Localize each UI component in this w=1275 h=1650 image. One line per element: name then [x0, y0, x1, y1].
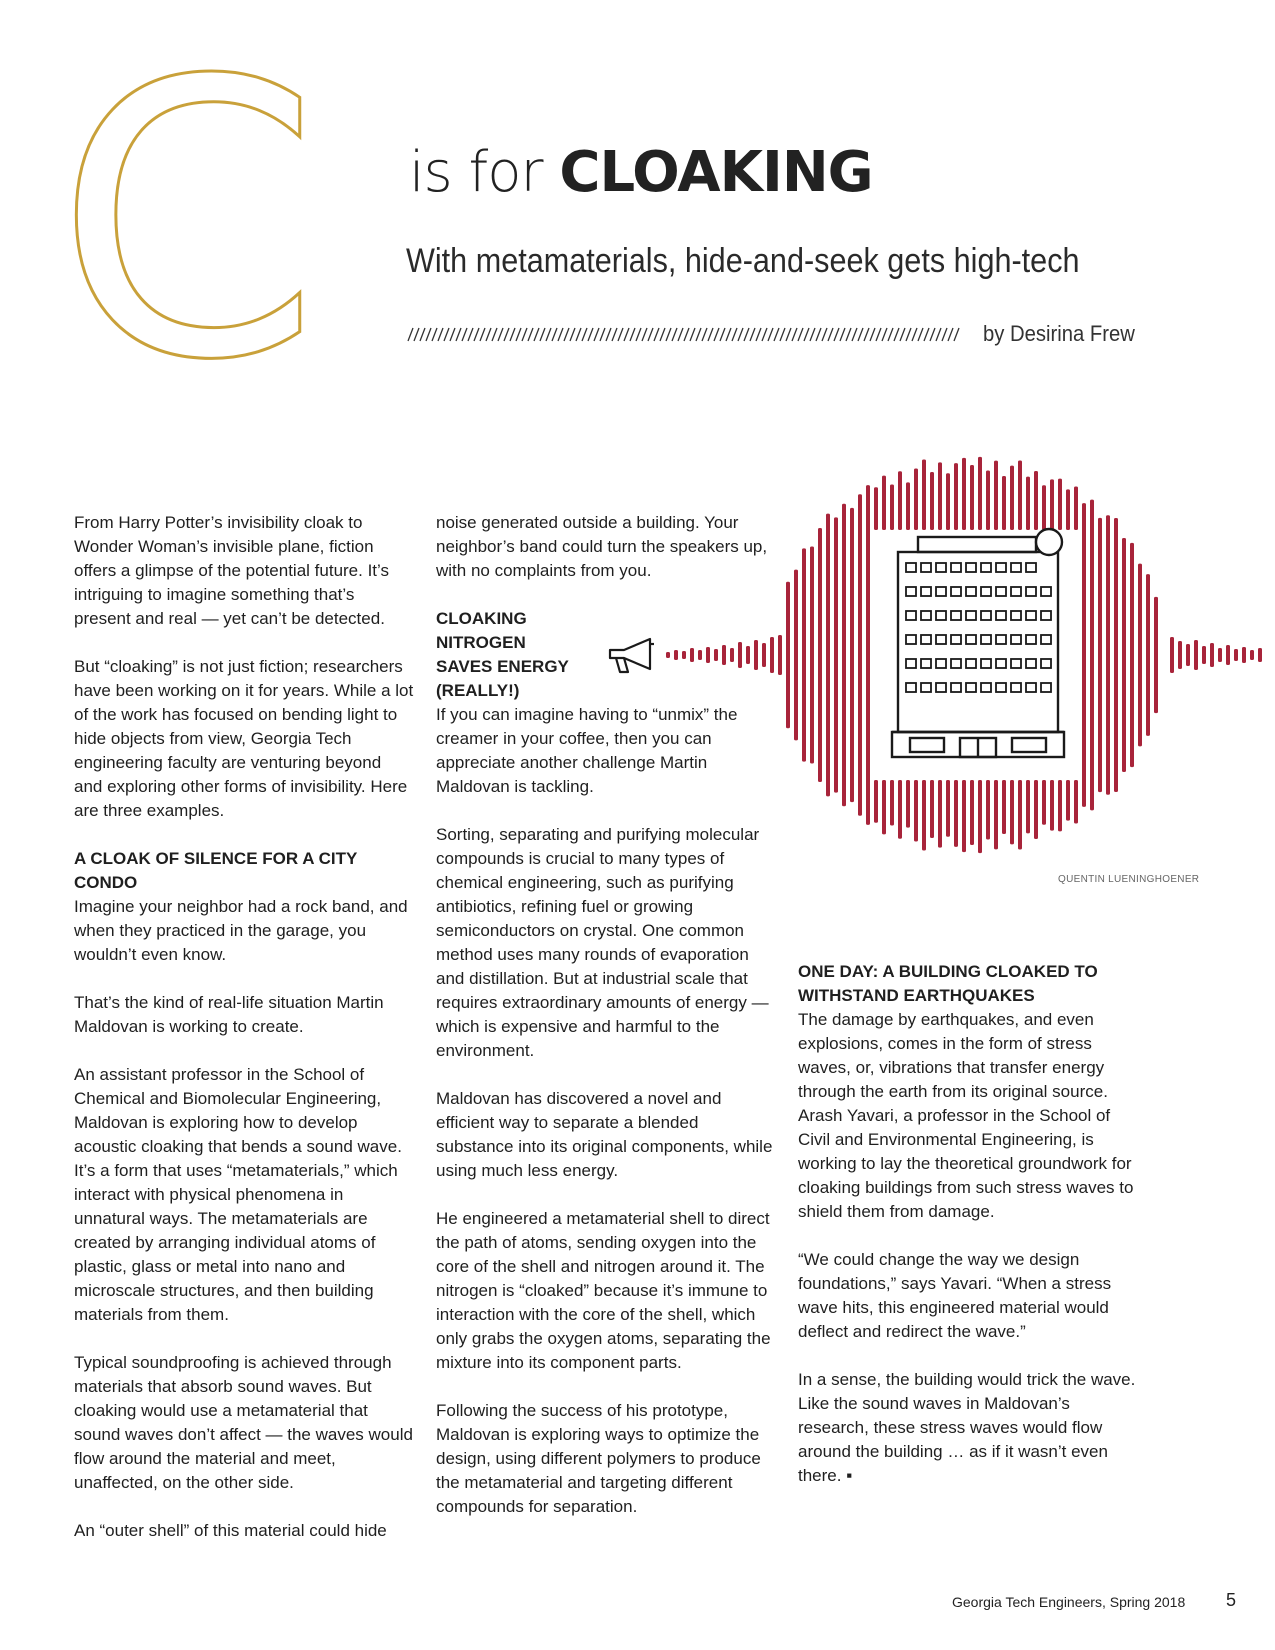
hatch-line	[468, 328, 473, 341]
wave-bar	[1042, 485, 1046, 530]
building-windows	[906, 563, 1051, 692]
building-window	[936, 563, 946, 572]
wave-bar	[954, 463, 958, 530]
hatch-line	[774, 328, 779, 341]
building-window	[966, 635, 976, 644]
hatch-line	[648, 328, 653, 341]
hatch-line	[480, 328, 485, 341]
hatch-line	[756, 328, 761, 341]
paragraph: “We could change the way we design foundations,” says Yavari. “When a stress wave hits, this engineered material would deflect and redirect the wave.”	[798, 1250, 1112, 1341]
hatch-line	[924, 328, 929, 341]
wave-bar	[930, 472, 934, 530]
building-window	[966, 683, 976, 692]
wave-bar	[938, 462, 942, 530]
building-window	[1041, 635, 1051, 644]
building-window	[921, 683, 931, 692]
hatch-line	[534, 328, 539, 341]
building-window	[996, 611, 1006, 620]
paragraph: From Harry Potter’s invisibility cloak to Wonder Woman’s invisible plane, fiction offers a glimpse of the potential future. It’s intriguing to imagine something that’s present and real — yet can’t be detected.	[74, 513, 389, 628]
hatch-line	[918, 328, 923, 341]
wave-bar	[1250, 650, 1254, 660]
building-window	[1011, 659, 1021, 668]
wave-bar	[1002, 476, 1006, 530]
building-window	[936, 611, 946, 620]
hatch-line	[636, 328, 641, 341]
hatch-line	[696, 328, 701, 341]
wave-bar	[1050, 780, 1054, 831]
building-window	[921, 563, 931, 572]
hatch-line	[528, 328, 533, 341]
building-window	[996, 563, 1006, 572]
hatch-line	[408, 328, 413, 341]
hatch-line	[564, 328, 569, 341]
building-window	[1041, 659, 1051, 668]
hatch-line	[432, 328, 437, 341]
hatch-line	[834, 328, 839, 341]
footer-publication: Georgia Tech Engineers, Spring 2018	[952, 1594, 1186, 1610]
building-window	[951, 611, 961, 620]
wave-bar	[1058, 780, 1062, 831]
building-window	[951, 659, 961, 668]
building-window	[921, 611, 931, 620]
wave-bar	[1130, 543, 1134, 767]
building-window	[1041, 683, 1051, 692]
wave-bar	[1018, 460, 1022, 530]
building-window	[966, 563, 976, 572]
paragraph: Maldovan has discovered a novel and efficient way to separate a blended substance into its original components, while using much less energy.	[436, 1089, 773, 1180]
building-window	[981, 563, 991, 572]
building-window	[966, 611, 976, 620]
building-window	[951, 563, 961, 572]
wave-bar	[1026, 780, 1030, 833]
page-subtitle: With metamaterials, hide-and-seek gets high-tech	[406, 242, 1080, 280]
building-window	[906, 683, 916, 692]
wave-bar	[746, 646, 750, 664]
hatch-line	[672, 328, 677, 341]
hatch-line	[846, 328, 851, 341]
hatch-line	[546, 328, 551, 341]
wave-bar	[1138, 564, 1142, 747]
wave-bar	[866, 485, 870, 825]
hatch-line	[684, 328, 689, 341]
hatch-line	[738, 328, 743, 341]
wave-bar	[1154, 597, 1158, 713]
hatch-line	[852, 328, 857, 341]
wave-bar	[1218, 648, 1222, 662]
hatch-line	[816, 328, 821, 341]
wave-bar	[874, 487, 878, 530]
wave-bar	[970, 780, 974, 845]
wave-bar	[842, 504, 846, 806]
paragraph: noise generated outside a building. Your neighbor’s band could turn the speakers up, with no complaints from you.	[436, 513, 768, 580]
wave-bar	[970, 465, 974, 530]
hatch-line	[426, 328, 431, 341]
wave-bar	[922, 780, 926, 851]
hatch-line	[702, 328, 707, 341]
hatch-line	[840, 328, 845, 341]
svg-text:C: C	[55, 55, 321, 375]
hatch-line	[492, 328, 497, 341]
paragraph: That’s the kind of real-life situation Martin Maldovan is working to create.	[74, 993, 384, 1036]
wave-bar	[1058, 479, 1062, 530]
hatch-line	[786, 328, 791, 341]
wave-bar	[730, 648, 734, 662]
wave-bar	[1010, 466, 1014, 530]
building-window	[1026, 635, 1036, 644]
building-window	[981, 683, 991, 692]
hatch-line	[732, 328, 737, 341]
hatch-line	[864, 328, 869, 341]
hatch-line	[828, 328, 833, 341]
hatch-line	[558, 328, 563, 341]
wave-bar	[1170, 637, 1174, 673]
hatch-line	[630, 328, 635, 341]
wave-bar	[906, 780, 910, 828]
wave-bar	[802, 548, 806, 761]
wave-bar	[754, 640, 758, 670]
hatch-line	[750, 328, 755, 341]
wave-bar	[818, 528, 822, 782]
page-number: 5	[1226, 1590, 1237, 1610]
wave-bar	[906, 482, 910, 530]
wave-bar	[946, 780, 950, 837]
wave-bar	[1106, 515, 1110, 794]
paragraph: Imagine your neighbor had a rock band, and when they practiced in the garage, you wouldn’t even know.	[74, 897, 408, 964]
hatch-line	[540, 328, 545, 341]
hatch-divider	[406, 327, 960, 342]
building-window	[981, 587, 991, 596]
article-column-3	[798, 960, 1138, 1512]
hatch-line	[660, 328, 665, 341]
paragraph: He engineered a metamaterial shell to direct the path of atoms, sending oxygen into the core of the shell and nitrogen around it. The nitrogen is “cloaked” because it’s immune to interaction with the core of the shell, which only grabs the oxygen atoms, separating the mixture into its component parts.	[436, 1209, 771, 1372]
wave-bar	[762, 643, 766, 667]
wave-bar	[722, 645, 726, 665]
wave-bar	[938, 780, 942, 848]
wave-bar	[874, 780, 878, 823]
wave-bar	[1234, 649, 1238, 661]
wave-bar	[1050, 479, 1054, 530]
hatch-line	[588, 328, 593, 341]
building-window	[966, 587, 976, 596]
building-window	[1026, 587, 1036, 596]
hatch-line	[498, 328, 503, 341]
building-window	[906, 659, 916, 668]
hatch-line	[876, 328, 881, 341]
hatch-line	[594, 328, 599, 341]
wave-bar	[826, 514, 830, 797]
wave-bar	[890, 485, 894, 530]
hatch-line	[552, 328, 557, 341]
hatch-line	[474, 328, 479, 341]
wave-bar	[770, 637, 774, 673]
wave-bar	[898, 471, 902, 530]
wave-bar	[1010, 780, 1014, 844]
wave-bar	[954, 780, 958, 847]
hatch-line	[888, 328, 893, 341]
hatch-line	[450, 328, 455, 341]
hatch-line	[624, 328, 629, 341]
hatch-line	[582, 328, 587, 341]
building-window	[936, 683, 946, 692]
hatch-line	[726, 328, 731, 341]
sound-wave-bars	[666, 457, 1262, 853]
building-window	[906, 635, 916, 644]
hatch-line	[906, 328, 911, 341]
wave-bar	[898, 780, 902, 839]
wave-bar	[858, 494, 862, 815]
wave-bar	[1186, 644, 1190, 666]
wave-bar	[738, 642, 742, 668]
big-c-letter	[55, 55, 325, 375]
wave-bar	[778, 635, 782, 675]
hatch-line	[768, 328, 773, 341]
hatch-line	[720, 328, 725, 341]
section-1	[74, 847, 414, 967]
wave-bar	[850, 508, 854, 802]
wave-bar	[922, 459, 926, 530]
hatch-line	[462, 328, 467, 341]
wave-bar	[978, 780, 982, 853]
building-window	[966, 659, 976, 668]
paragraph: An “outer shell” of this material could hide	[74, 1521, 387, 1540]
wave-bar	[714, 649, 718, 661]
hatch-line	[804, 328, 809, 341]
section-heading: A CLOAK OF SILENCE FOR A CITY CONDO	[74, 849, 358, 892]
wave-bar	[1066, 780, 1070, 821]
wave-bar	[810, 546, 814, 763]
wave-bar	[674, 650, 678, 660]
paragraph: But “cloaking” is not just fiction; researchers have been working on it for years. While a lot of the work has focused on bending light to hide objects from view, Georgia Tech engineering faculty are venturing beyond and exploring other forms of invisibility. Here are three examples.	[74, 657, 414, 820]
hatch-line	[936, 328, 941, 341]
building-window	[1041, 611, 1051, 620]
wave-bar	[882, 780, 886, 834]
hatch-line	[690, 328, 695, 341]
wave-bar	[666, 652, 670, 658]
hatch-line	[522, 328, 527, 341]
wave-bar	[1090, 500, 1094, 811]
building-window	[996, 587, 1006, 596]
wave-bar	[1146, 574, 1150, 736]
paragraph: In a sense, the building would trick the wave. Like the sound waves in Maldovan’s research, these stress waves would flow around the building … as if it wasn’t even there. ▪	[798, 1370, 1136, 1485]
wave-bar	[914, 780, 918, 841]
wave-bar	[914, 469, 918, 530]
wave-bar	[890, 780, 894, 825]
building-window	[996, 683, 1006, 692]
hatch-line	[798, 328, 803, 341]
hatch-line	[504, 328, 509, 341]
building-window	[906, 587, 916, 596]
wave-bar	[986, 780, 990, 839]
hatch-line	[642, 328, 647, 341]
building-window	[936, 587, 946, 596]
wave-bar	[1066, 489, 1070, 530]
hatch-line	[570, 328, 575, 341]
building-window	[1011, 635, 1021, 644]
title-emphasis: CLOAKING	[559, 140, 873, 205]
section-heading: ONE DAY: A BUILDING CLOAKED TO WITHSTAND EARTHQUAKES	[798, 962, 1098, 1005]
wave-bar	[882, 476, 886, 530]
paragraph: An assistant professor in the School of Chemical and Biomolecular Engineering, Maldovan is exploring how to develop acoustic cloaking that bends a sound wave. It’s a form that uses “metamaterials,” which interact with physical phenomena in unnatural ways. The metamaterials are created by arranging individual atoms of plastic, glass or metal into nano and microscale structures, and then building materials from them.	[74, 1065, 402, 1324]
wave-bar	[994, 461, 998, 530]
byline: by Desirina Frew	[983, 321, 1135, 346]
wave-bar	[1002, 780, 1006, 834]
wave-bar	[1098, 518, 1102, 792]
hatch-line	[822, 328, 827, 341]
building-window	[951, 587, 961, 596]
building-window	[981, 635, 991, 644]
wave-bar	[1074, 486, 1078, 530]
wave-bar	[1042, 780, 1046, 825]
building-window	[906, 563, 916, 572]
hatch-line	[930, 328, 935, 341]
wave-bar	[1074, 780, 1078, 824]
building-window	[921, 587, 931, 596]
hatch-line	[762, 328, 767, 341]
building-icon	[892, 529, 1064, 757]
hatch-line	[894, 328, 899, 341]
hatch-line	[714, 328, 719, 341]
building-window	[936, 635, 946, 644]
wave-bar	[786, 582, 790, 728]
wave-bar	[1178, 641, 1182, 669]
wave-bar	[1034, 780, 1038, 839]
paragraph: Following the success of his prototype, Maldovan is exploring ways to optimize the design, using different polymers to produce the metamaterial and targeting different compounds for separation.	[436, 1401, 761, 1516]
hatch-line	[744, 328, 749, 341]
hatch-line	[576, 328, 581, 341]
building-window	[951, 683, 961, 692]
building-window	[981, 659, 991, 668]
hatch-line	[948, 328, 953, 341]
hatch-line	[900, 328, 905, 341]
wave-bar	[1122, 538, 1126, 772]
hatch-line	[612, 328, 617, 341]
building-window	[996, 635, 1006, 644]
hatch-line	[792, 328, 797, 341]
building-illustration	[660, 445, 1275, 865]
paragraph: Typical soundproofing is achieved through materials that absorb sound waves. But cloaking would use a metamaterial that sound waves don’t affect — the waves would flow around the material and meet, unaffected, on the other side.	[74, 1353, 413, 1492]
hatch-line	[780, 328, 785, 341]
wave-bar	[682, 651, 686, 659]
paragraph: Sorting, separating and purifying molecular compounds is crucial to many types of chemical engineering, such as purifying antibiotics, refining fuel or growing semiconductors on crystal. One common method uses many rounds of evaporation and distillation. But at industrial scale that requires extraordinary amounts of energy — which is expensive and harmful to the environment.	[436, 825, 769, 1060]
building-window	[1026, 659, 1036, 668]
hatch-line	[954, 328, 959, 341]
paragraph: If you can imagine having to “unmix” the creamer in your coffee, then you can appreciate another challenge Martin Maldovan is tackling.	[436, 705, 738, 796]
building-window	[936, 659, 946, 668]
wave-bar	[1026, 477, 1030, 530]
paragraph: The damage by earthquakes, and even explosions, comes in the form of stress waves, or, vibrations that transfer energy through the earth from its original source. Arash Yavari, a professor in the School of Civil and Environmental Engineering, is working to lay the theoretical groundwork for cloaking buildings from such stress waves to shield them from damage.	[798, 1010, 1134, 1221]
hatch-line	[618, 328, 623, 341]
hatch-line	[882, 328, 887, 341]
hatch-line	[600, 328, 605, 341]
wave-bar	[1226, 645, 1230, 665]
building-window	[996, 659, 1006, 668]
building-window	[951, 635, 961, 644]
wave-bar	[1242, 647, 1246, 663]
wave-bar	[698, 650, 702, 660]
building-window	[1011, 587, 1021, 596]
hatch-line	[666, 328, 671, 341]
megaphone-icon	[606, 636, 662, 680]
hatch-line	[510, 328, 515, 341]
title-prefix: is for	[409, 140, 543, 205]
wave-bar	[1202, 646, 1206, 664]
building-window	[921, 635, 931, 644]
building-window	[1041, 587, 1051, 596]
building-window	[1026, 563, 1036, 572]
hatch-line	[912, 328, 917, 341]
building-window	[1011, 683, 1021, 692]
hatch-line	[516, 328, 521, 341]
hatch-line	[678, 328, 683, 341]
wave-bar	[1034, 471, 1038, 530]
wave-bar	[1018, 780, 1022, 850]
wave-bar	[986, 471, 990, 530]
hatch-line	[420, 328, 425, 341]
hatch-line	[708, 328, 713, 341]
hatch-line	[456, 328, 461, 341]
hatch-line	[654, 328, 659, 341]
hatch-line	[810, 328, 815, 341]
article-column-1	[74, 511, 414, 1567]
hatch-line	[486, 328, 491, 341]
page-title	[409, 138, 873, 208]
building-window	[1011, 611, 1021, 620]
wave-bar	[930, 780, 934, 838]
building-window	[981, 611, 991, 620]
building-window	[1026, 611, 1036, 620]
hatch-line	[942, 328, 947, 341]
wave-bar	[994, 780, 998, 849]
hatch-line	[606, 328, 611, 341]
building-window	[921, 659, 931, 668]
building-window	[1026, 683, 1036, 692]
wave-bar	[1114, 518, 1118, 792]
hatch-line	[870, 328, 875, 341]
wave-bar	[978, 457, 982, 530]
wave-bar	[794, 570, 798, 741]
building-window	[906, 611, 916, 620]
wave-bar	[834, 517, 838, 792]
hatch-line	[438, 328, 443, 341]
hatch-line	[444, 328, 449, 341]
wave-bar	[962, 458, 966, 530]
wave-bar	[706, 647, 710, 663]
wave-bar	[946, 473, 950, 530]
wave-bar	[1210, 643, 1214, 667]
wave-bar	[962, 780, 966, 852]
wave-bar	[1194, 640, 1198, 670]
illustration-credit: QUENTIN LUENINGHOENER	[1058, 874, 1200, 885]
wave-bar	[690, 648, 694, 662]
wave-bar	[1258, 648, 1262, 662]
building-window	[1011, 563, 1021, 572]
section-heading: CLOAKING NITROGEN SAVES ENERGY (REALLY!)	[436, 609, 569, 700]
hatch-line	[858, 328, 863, 341]
hatch-line	[414, 328, 419, 341]
wave-bar	[1082, 503, 1086, 807]
